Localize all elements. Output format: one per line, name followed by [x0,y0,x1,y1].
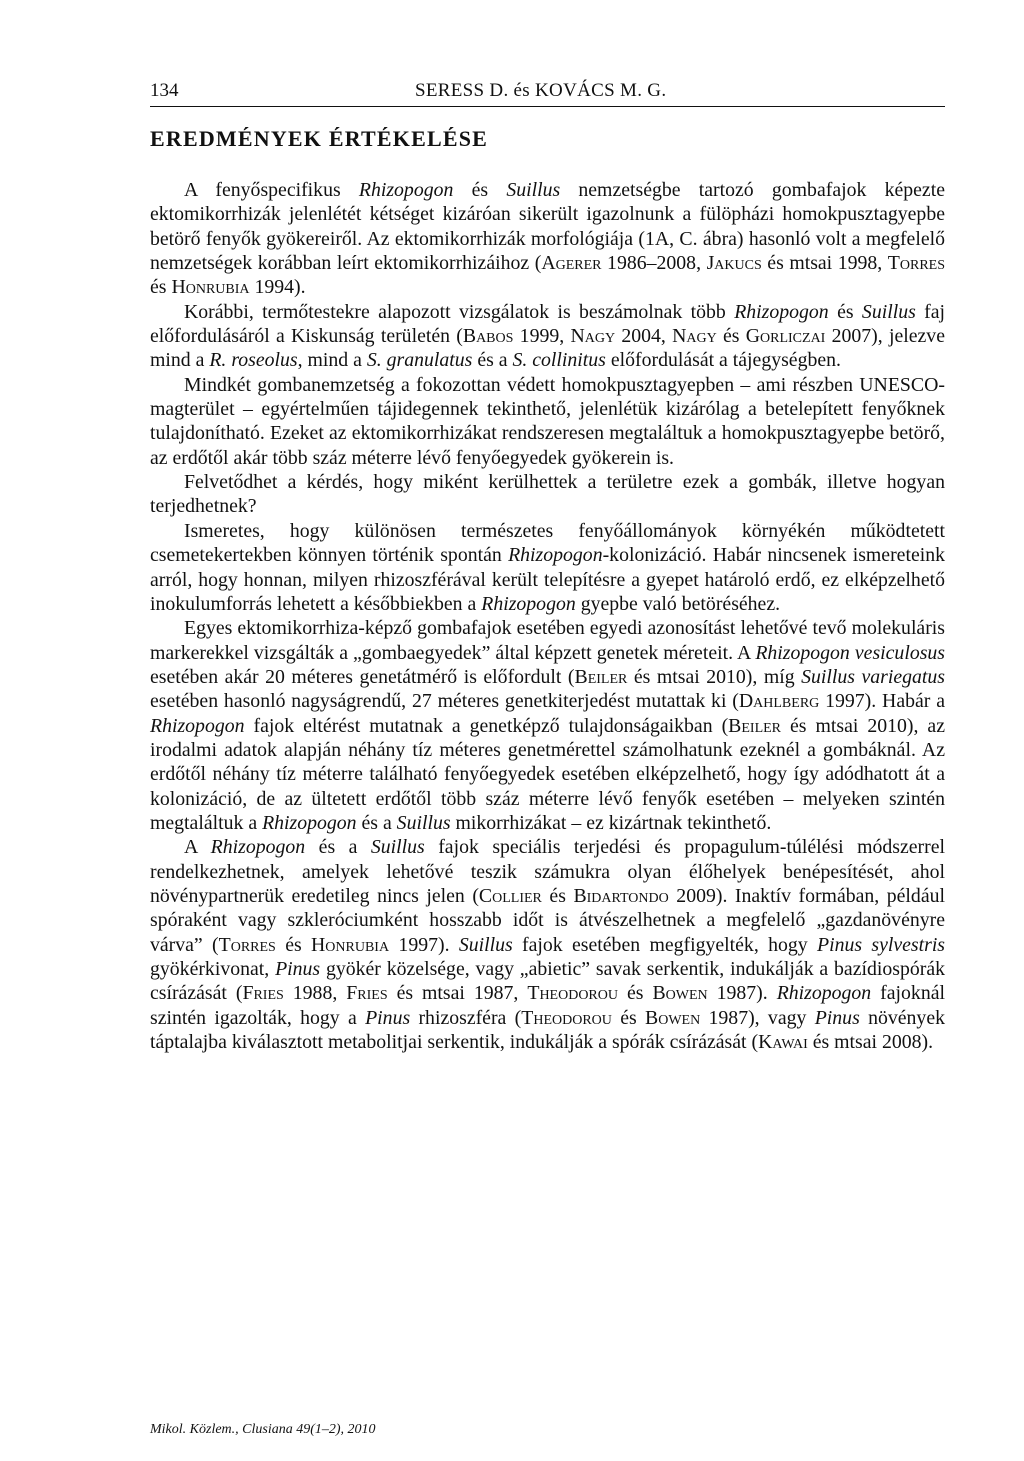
taxon-name: Rhizopogon [776,982,872,1005]
cited-author: Beiler [574,665,628,688]
body-paragraph: A Rhizopogon és a Suillus fajok speciális terjedési és propagulum-túlélési módszerrel rendelkezhetnek, amelyek lehetővé teszik számukra olyan élőhelyek benépesítését, ahol növénypartnerük eredetileg nincs jelen (Collier és Bidartondo 2009). Inaktív formában, például spóraként vagy szkleróciumként hosszabb időt is átvészelhetnek a megfelelő „gazdanövényre várva” (Torres és Honrubia 1997). Suillus fajok esetében megfigyelték, hogy Pinus sylvestris gyökérkivonat, Pinus gyökér közelsége, vagy „abietic” savak serkentik, indukálják a bazídiospórák csírázását (Fries 1988, Fries és mtsai 1987, Theodorou és Bowen 1987). Rhizopogon fajoknál szintén igazolták, hogy a Pinus rhizoszféra (Theodorou és Bowen 1987), vagy Pinus növények táptalajba kiválasztott metabolitjai serkentik, indukálják a spórák csírázását (Kawai és mtsai 2008). [150,836,946,1054]
taxon-name: Pinus sylvestris [817,933,946,956]
cited-author: Collier [478,884,542,907]
body-paragraph: Korábbi, termőtestekre alapozott vizsgálatok is beszámolnak több Rhizopogon és Suillus faj előfordulásáról a Kiskunság területén (Babos 1999, Nagy 2004, Nagy és Gorliczai 2007), jelezve mind a R. roseolus, mind a S. granulatus és a S. collinitus előfordulását a tájegységben. [150,300,946,372]
cited-author: Torres [218,933,276,956]
body-paragraph: Egyes ektomikorrhiza-képző gombafajok esetében egyedi azonosítást lehetővé tevő molekuláris markerekkel vizsgálták a „gombaegyedek” által képzett genetek méreteit. A Rhizopogon vesiculosus esetében akár 20 méteres genetátmérő is előfordult (Beiler és mtsai 2010), míg Suillus variegatus esetében hasonló nagyságrendű, 27 méteres genetkiterjedést mutattak ki (Dahlberg 1997). Habár a Rhizopogon fajok eltérést mutatnak a genetképző tulajdonságaikban (Beiler és mtsai 2010), az irodalmi adatok alapján néhány tíz méteres genetmérettel számolhatunk ezeknél a gombáknál. Az erdőtől néhány tíz méterre található fenyőegyedek esetében elképzelhető, hogy így adódhatott át a kolonizáció, de az ültetett erdőtől több száz méterre lévő fenyők esetében – melyeken szintén megtaláltuk a Rhizopogon és a Suillus mikorrhizákat – ez kizártnak tekinthető. [150,617,945,834]
cited-author: Babos [462,325,514,348]
taxon-name: S. collinitus [512,349,606,372]
cited-author: Dahlberg [738,690,820,713]
taxon-name: Rhizopogon [210,836,306,859]
taxon-name: Rhizopogon [150,714,245,737]
journal-citation: Mikol. Közlem., Clusiana 49(1–2), 2010 [150,1422,376,1437]
taxon-name: Suillus [861,300,916,323]
taxon-name: Suillus [458,933,513,956]
taxon-name: S. granulatus [366,349,473,372]
page-number: 134 [150,80,179,101]
cited-author: Beiler [728,714,782,737]
taxon-name: Suillus variegatus [801,665,945,688]
cited-author: Bidartondo [573,884,669,907]
taxon-name: Suillus [396,811,451,834]
cited-author: Fries [346,982,388,1005]
cited-author: Fries [242,982,284,1005]
cited-author: Kawai [758,1031,808,1054]
cited-author: Nagy [570,325,616,348]
taxon-name: Pinus [275,958,321,980]
taxon-name: R. roseolus [209,349,298,372]
taxon-name: Rhizopogon [262,811,357,834]
cited-author: Gorliczai [745,325,826,348]
body-text [150,178,945,1054]
body-paragraph: Felvetődhet a kérdés, hogy miként kerülhettek a területre ezek a gombák, illetve hogyan terjedhetnek? [150,471,945,518]
taxon-name: Suillus [506,179,561,201]
body-paragraph: Ismeretes, hogy különösen természetes fenyőállományok környékén működtetett csemetekertekben könnyen történik spontán Rhizopogon-kolonizáció. Habár nincsenek ismereteink arról, hogy honnan, milyen rhizoszférával került telepítésre a gyepet határoló erdő, ez elképzelhető inokulumforrás lehetett a későbbiekben a Rhizopogon gyepbe való betöréséhez. [150,519,946,615]
cited-author: Bowen [645,1006,701,1029]
taxon-name: Rhizopogon [481,592,576,615]
running-head: SERESS D. és KOVÁCS M. G. [415,80,667,101]
section-title: EREDMÉNYEK ÉRTÉKELÉSE [150,126,489,151]
cited-author: Theodorou [527,982,618,1005]
body-paragraph: Mindkét gombanemzetség a fokozottan védett homokpusztagyepben – ami részben UNESCO-magterület – egyértelműen tájidegennek tekinthető, jelenlétük kizárólag a betelepített fenyőknek tulajdonítható. Ezeket az ektomikorrhizákat rendszeresen megtaláltuk a homokpusztagyepbe betörő, az erdőtől akár több száz méterre lévő fenyőegyedek gyökerein is. [150,373,945,469]
page-header [150,80,945,107]
taxon-name: Rhizopogon vesiculosus [755,641,945,664]
taxon-name: Rhizopogon [734,300,829,323]
body-paragraph: A fenyőspecifikus Rhizopogon és Suillus nemzetségbe tartozó gombafajok képezte ektomikorrhizák jelenlétét kétséget kizáróan sikerült igazolnunk a fülöpházi homokpusztagyepbe betörő fenyők gyökereiről. Az ektomikorrhizák morfológiája (1A, C. ábra) hasonló volt a megfelelő nemzetségek korábban leírt ektomikorrhizáihoz (Agerer 1986–2008, Jakucs és mtsai 1998, Torres és Honrubia 1994). [150,179,946,299]
cited-author: Honrubia [311,933,390,956]
cited-author: Theodorou [521,1006,612,1029]
cited-author: Nagy [672,325,717,348]
cited-author: Torres [887,252,946,275]
taxon-name: Rhizopogon [508,544,603,567]
cited-author: Bowen [652,982,708,1005]
taxon-name: Pinus [365,1006,411,1029]
taxon-name: Rhizopogon [358,179,454,201]
taxon-name: Suillus [370,836,425,859]
taxon-name: Pinus [814,1006,860,1029]
cited-author: Jakucs [706,252,762,275]
cited-author: Agerer [541,252,602,275]
cited-author: Honrubia [171,276,250,299]
